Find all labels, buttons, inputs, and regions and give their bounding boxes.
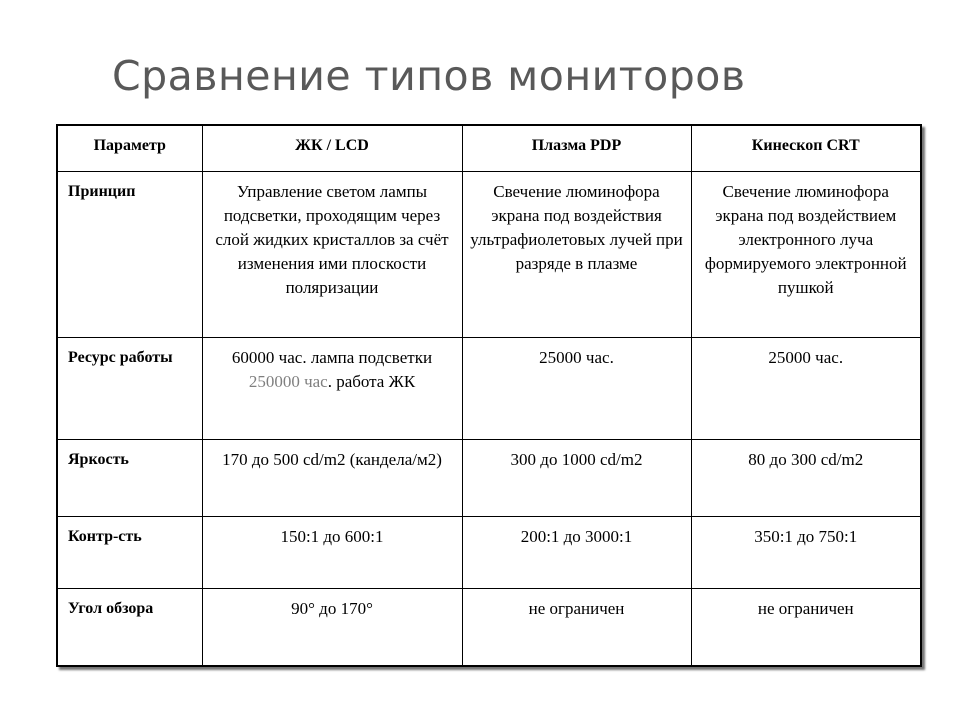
cell-brightness-pdp: 300 до 1000 cd/m2 bbox=[462, 439, 691, 516]
cell-contrast-pdp: 200:1 до 3000:1 bbox=[462, 516, 691, 588]
cell-viewing-angle-crt: не ограничен bbox=[691, 588, 921, 666]
lifetime-lcd-crystal-label: . работа ЖК bbox=[327, 371, 416, 391]
param-viewing-angle: Угол обзора bbox=[57, 588, 202, 666]
cell-viewing-angle-pdp: не ограничен bbox=[462, 588, 691, 666]
lifetime-lcd-lamp: 60000 час. лампа подсветки bbox=[231, 347, 433, 367]
slide-title: Сравнение типов мониторов bbox=[112, 52, 746, 100]
cell-brightness-lcd: 170 до 500 cd/m2 (кандела/м2) bbox=[202, 439, 462, 516]
param-brightness: Яркость bbox=[57, 439, 202, 516]
table-row-contrast bbox=[57, 516, 921, 588]
header-pdp: Плазма PDP bbox=[462, 125, 691, 171]
table-row-lifetime bbox=[57, 337, 921, 439]
table-header-row bbox=[57, 125, 921, 171]
cell-principle-lcd: Управление светом лампы подсветки, проходящим через слой жидких кристаллов за счёт изменения ими плоскости поляризации bbox=[202, 171, 462, 337]
header-parameter: Параметр bbox=[57, 125, 202, 171]
param-lifetime: Ресурс работы bbox=[57, 337, 202, 439]
cell-viewing-angle-lcd: 90° до 170° bbox=[202, 588, 462, 666]
cell-lifetime-crt: 25000 час. bbox=[691, 337, 921, 439]
cell-principle-pdp: Свечение люминофора экрана под воздействия ультрафиолетовых лучей при разряде в плазме bbox=[462, 171, 691, 337]
cell-lifetime-lcd bbox=[202, 337, 462, 439]
cell-brightness-crt: 80 до 300 cd/m2 bbox=[691, 439, 921, 516]
lifetime-lcd-crystal bbox=[209, 370, 456, 394]
header-lcd: ЖК / LCD bbox=[202, 125, 462, 171]
param-principle: Принцип bbox=[57, 171, 202, 337]
table-row-viewing-angle bbox=[57, 588, 921, 666]
cell-lifetime-pdp: 25000 час. bbox=[462, 337, 691, 439]
header-crt: Кинескоп CRT bbox=[691, 125, 921, 171]
comparison-table bbox=[56, 124, 922, 667]
cell-principle-crt: Свечение люминофора экрана под воздействием электронного луча формируемого электронной пушкой bbox=[691, 171, 921, 337]
cell-contrast-lcd: 150:1 до 600:1 bbox=[202, 516, 462, 588]
cell-contrast-crt: 350:1 до 750:1 bbox=[691, 516, 921, 588]
table-row-principle bbox=[57, 171, 921, 337]
param-contrast: Контр-сть bbox=[57, 516, 202, 588]
table-row-brightness bbox=[57, 439, 921, 516]
lifetime-lcd-crystal-hours: 250000 час bbox=[248, 371, 328, 391]
